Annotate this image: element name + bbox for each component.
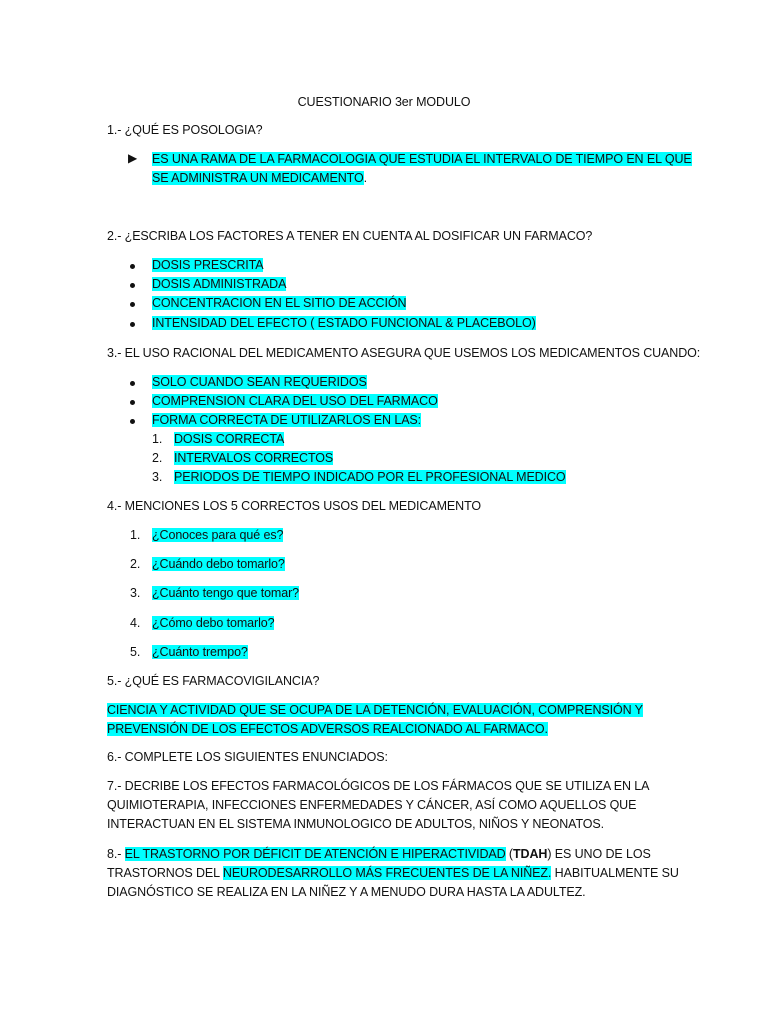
numbered-item-text: ¿Cuándo debo tomarlo?: [152, 557, 285, 571]
numbered-item: [152, 643, 248, 662]
sub-list-item-text: DOSIS CORRECTA: [174, 432, 285, 446]
answer-5-line-2: [107, 720, 548, 739]
list-item-text: COMPRENSION CLARA DEL USO DEL FARMACO: [152, 394, 438, 408]
question-2: 2.- ¿ESCRIBA LOS FACTORES A TENER EN CUENTA AL DOSIFICAR UN FARMACO?: [107, 229, 593, 243]
sub-list-item-text: INTERVALOS CORRECTOS: [174, 451, 334, 465]
numbered-item-number: 3.: [130, 586, 141, 600]
question-1: 1.- ¿QUÉ ES POSOLOGIA?: [107, 123, 263, 137]
answer-5-highlight-2: PREVENSIÓN DE LOS EFECTOS ADVERSOS REALCIONADO AL FARMACO.: [107, 722, 548, 736]
arrow-bullet-icon: ▶: [128, 151, 138, 165]
list-item: [152, 256, 263, 275]
bullet-icon: [130, 392, 135, 411]
list-item: [152, 314, 536, 333]
list-item-text: CONCENTRACION EN EL SITIO DE ACCIÓN: [152, 296, 407, 310]
statement-8-paren: (: [505, 847, 513, 861]
numbered-item-number: 1.: [130, 528, 141, 542]
list-item-text: DOSIS PRESCRITA: [152, 258, 264, 272]
sub-list-number: 2.: [152, 451, 163, 465]
list-item-text: INTENSIDAD DEL EFECTO ( ESTADO FUNCIONAL & PLACEBOLO): [152, 316, 536, 330]
numbered-item: [152, 526, 283, 545]
list-item: [152, 275, 286, 294]
statement-8-highlight-2: NEURODESARROLLO MÁS FRECUENTES DE LA NIÑEZ.: [222, 866, 552, 880]
bullet-icon: [130, 294, 135, 313]
list-item-text: DOSIS ADMINISTRADA: [152, 277, 287, 291]
document-title-text: CUESTIONARIO 3er MODULO: [297, 95, 471, 109]
numbered-item: [152, 584, 299, 603]
numbered-item-number: 4.: [130, 616, 141, 630]
bullet-icon: [130, 275, 135, 294]
numbered-item-number: 2.: [130, 557, 141, 571]
statement-7-line-3: INTERACTUAN EN EL SISTEMA INMUNOLOGICO DE ADULTOS, NIÑOS Y NEONATOS.: [107, 817, 605, 831]
list-item-text: FORMA CORRECTA DE UTILIZARLOS EN LAS:: [152, 413, 422, 427]
statement-8-line-3: DIAGNÓSTICO SE REALIZA EN LA NIÑEZ Y A MENUDO DURA HASTA LA ADULTEZ.: [107, 885, 586, 899]
answer-5-highlight-1: CIENCIA Y ACTIVIDAD QUE SE OCUPA DE LA DETENCIÓN, EVALUACIÓN, COMPRENSIÓN Y: [107, 703, 643, 717]
numbered-item-text: ¿Cuánto tengo que tomar?: [152, 586, 300, 600]
statement-8-highlight-1: EL TRASTORNO POR DÉFICIT DE ATENCIÓN E HIPERACTIVIDAD: [124, 847, 506, 861]
sub-list-item: [174, 449, 333, 468]
statement-8-line-2-suffix: HABITUALMENTE SU: [551, 866, 679, 880]
statement-8-line-2-prefix: TRASTORNOS DEL: [107, 866, 223, 880]
list-item-text: SOLO CUANDO SEAN REQUERIDOS: [152, 375, 367, 389]
numbered-item-number: 5.: [130, 645, 141, 659]
sub-list-number: 3.: [152, 470, 163, 484]
sub-list-item: [174, 430, 284, 449]
sub-list-item-text: PERIODOS DE TIEMPO INDICADO POR EL PROFESIONAL MEDICO: [174, 470, 566, 484]
bullet-icon: [130, 411, 135, 430]
list-item: [152, 294, 406, 313]
answer-1-highlight-2: SE ADMINISTRA UN MEDICAMENTO: [152, 171, 364, 185]
sub-list-item: [174, 468, 566, 487]
numbered-item-text: ¿Cuánto trempo?: [152, 645, 248, 659]
numbered-item-text: ¿Cómo debo tomarlo?: [152, 616, 275, 630]
list-item: [152, 392, 438, 411]
question-3: 3.- EL USO RACIONAL DEL MEDICAMENTO ASEGURA QUE USEMOS LOS MEDICAMENTOS CUANDO:: [107, 346, 701, 360]
numbered-item: [152, 614, 274, 633]
statement-8-line-2: [107, 864, 679, 883]
answer-1-line-1: [152, 150, 692, 169]
document-title: [0, 93, 768, 112]
statement-7-line-2: QUIMIOTERAPIA, INFECCIONES ENFERMEDADES Y CÁNCER, ASÍ COMO AQUELLOS QUE: [107, 798, 637, 812]
statement-8-prefix: 8.-: [107, 847, 125, 861]
bullet-icon: [130, 373, 135, 392]
statement-8-line-1: [107, 845, 651, 864]
question-6: 6.- COMPLETE LOS SIGUIENTES ENUNCIADOS:: [107, 750, 388, 764]
answer-1-period: .: [363, 171, 367, 185]
question-5: 5.- ¿QUÉ ES FARMACOVIGILANCIA?: [107, 674, 320, 688]
numbered-item-text: ¿Conoces para qué es?: [152, 528, 284, 542]
numbered-item: [152, 555, 285, 574]
list-item: [152, 411, 421, 430]
answer-1-highlight-1: ES UNA RAMA DE LA FARMACOLOGIA QUE ESTUDIA EL INTERVALO DE TIEMPO EN EL QUE: [152, 152, 692, 166]
bullet-icon: [130, 256, 135, 275]
bullet-icon: [130, 314, 135, 333]
statement-8-after-abbr: ) ES UNO DE LOS: [547, 847, 651, 861]
statement-8-abbr: TDAH: [513, 847, 548, 861]
answer-5-line-1: [107, 701, 643, 720]
list-item: [152, 373, 367, 392]
sub-list-number: 1.: [152, 432, 163, 446]
statement-7-line-1: 7.- DECRIBE LOS EFECTOS FARMACOLÓGICOS DE LOS FÁRMACOS QUE SE UTILIZA EN LA: [107, 779, 650, 793]
answer-1-line-2: [152, 169, 367, 188]
question-4: 4.- MENCIONES LOS 5 CORRECTOS USOS DEL MEDICAMENTO: [107, 499, 482, 513]
